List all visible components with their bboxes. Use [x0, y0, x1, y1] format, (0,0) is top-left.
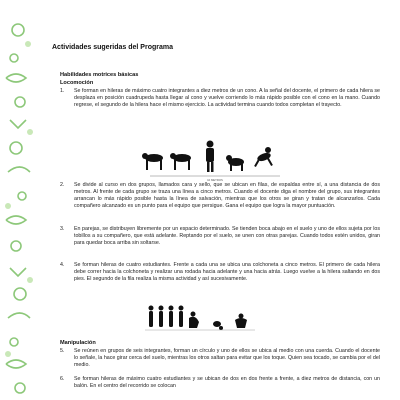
activity-6-number: 6.	[60, 376, 65, 382]
roll-sequence-figure	[145, 304, 265, 334]
section-heading: Habilidades motrices básicas	[60, 72, 139, 78]
subheading-locomocion: Locomoción	[60, 80, 94, 86]
activity-2	[60, 182, 380, 210]
activity-1-text: Se forman en hileras de máximo cuatro integrantes a diez metros de un cono. A la señal del docente, el primero de cada hilera se desplaza en posición cuadrupeda hasta llegar al cono y vuelve corriendo lo más rápido posible con el cono en la mano. Cuando regrese, el segundo de la hilera hace el mismo ejercicio. La actividad termina cuando todos completan el trayecto.	[74, 88, 380, 108]
activity-2-number: 2.	[60, 182, 65, 188]
activity-5-number: 5.	[60, 348, 65, 354]
activity-5	[60, 348, 380, 369]
activity-6-text: Se forman hileras de máximo cuatro estudiantes y se ubican de dos en dos frente a frente, a diez metros de distancia, con un balón. En el centro del recorrido se colocan	[74, 376, 380, 389]
activity-2-text: Se divide al curso en dos grupos, llamados cara y sello, que se ubican en filas, de espaldas entre sí, a una distancia de dos metros. Al frente de cada grupo se traza una línea a cinco metros. Cuando el docente diga el nombre del grupo, sus integrantes arrancan lo más rápido posible hasta la línea de salvación, mientras que los otros se giran y tratan de alcanzarlos. Cada compañero alcanzado es un punto para el equipo que persigue. Gana el equipo que logra la mayor puntuación.	[74, 182, 380, 209]
activity-5-text: Se reúnen en grupos de seis integrantes, forman un círculo y uno de ellos se ubica al medio con una cuerda. Cuando el docente lo señale, la hace girar cerca del suelo, mientras los otros saltan para evitar que los toque. Quien sea tocado, se cambia por el del medio.	[74, 348, 380, 368]
locomotion-figure	[140, 140, 290, 184]
activity-3-number: 3.	[60, 226, 65, 232]
figure-caption: 10 METROS	[207, 178, 223, 182]
activity-4-text: Se forman hileras de cuatro estudiantes. Frente a cada una se ubica una colchoneta a cinco metros. El primero de cada hilera debe correr hacia la colchoneta y realizar una rodada hacia adelante y una hacia atrás. Luego vuelve a la hilera saltando en dos pies. El segundo de la fila realiza la misma actividad y así sucesivamente.	[74, 262, 380, 282]
activity-4-number: 4.	[60, 262, 65, 268]
activity-3-text: En parejas, se distribuyen libremente por un espacio determinado. Se tienden boca abajo en el suelo y uno de ellos sujeta por los tobillos a su compañero, que está adelante. Reptando por el suelo, se unen con otras parejas. Cuando todos estén unidos, giran para quedar boca arriba sin soltarse.	[74, 226, 380, 246]
activity-4	[60, 262, 380, 283]
activity-1	[60, 88, 380, 109]
decorative-border	[0, 0, 44, 400]
page-title: Actividades sugeridas del Programa	[52, 44, 173, 51]
activity-3	[60, 226, 380, 247]
subheading-manipulacion: Manipulación	[60, 340, 96, 346]
activity-1-number: 1.	[60, 88, 65, 94]
activity-6	[60, 376, 380, 390]
